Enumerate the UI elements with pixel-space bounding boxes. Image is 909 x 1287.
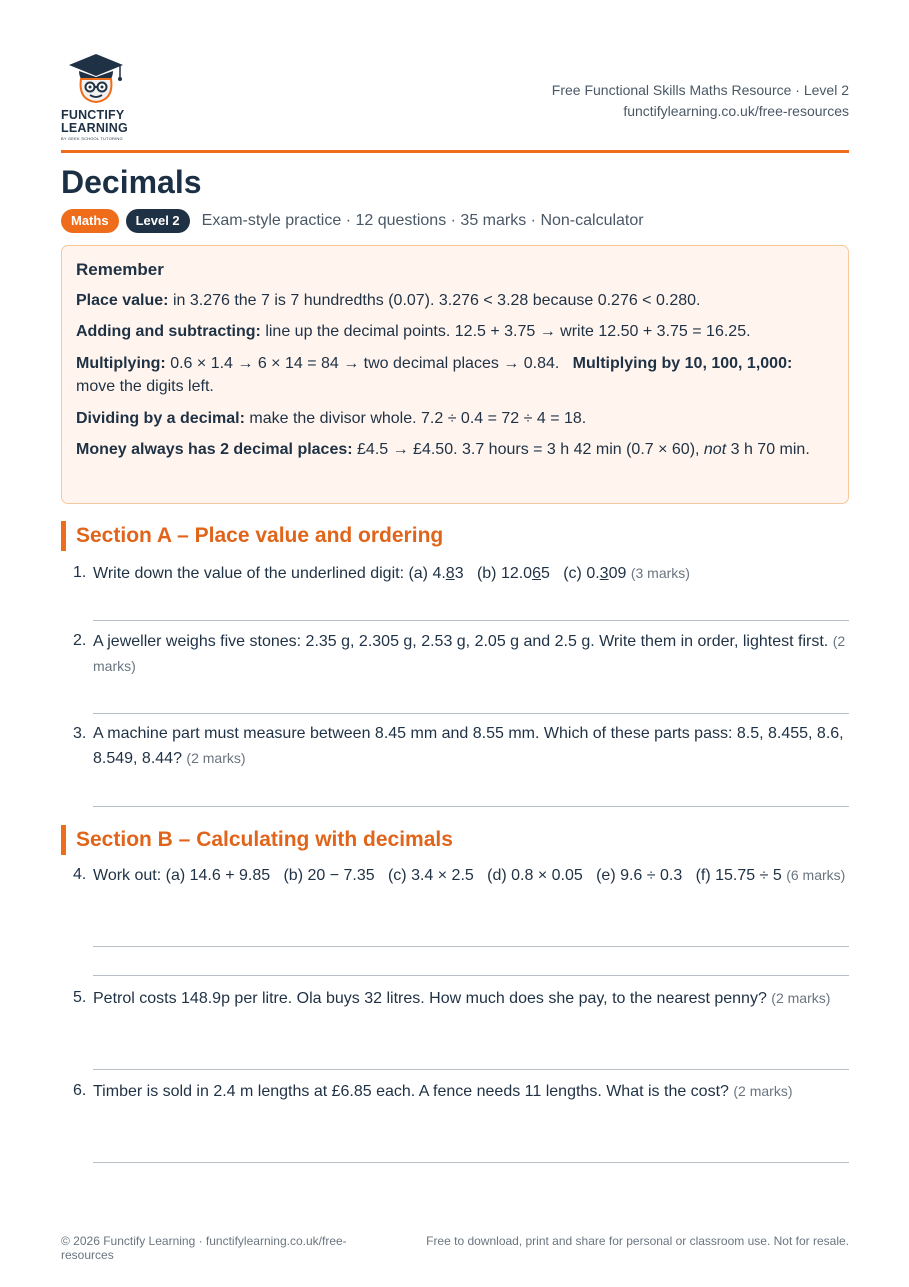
question-2 — [61, 629, 849, 679]
answer-line[interactable] — [93, 713, 849, 714]
marks-label: (2 marks) — [771, 990, 831, 1006]
question-number: 2. — [73, 632, 87, 649]
meta-text: Exam-style practice · 12 questions · 35 marks · Non-calculator — [201, 212, 644, 229]
marks-label: (2 marks) — [733, 1083, 793, 1099]
question-number: 6. — [73, 1082, 87, 1099]
tip-label: Multiplying by 10, 100, 1,000: — [572, 354, 793, 372]
footer-license: Free to download, print and share for personal or classroom use. Not for resale. — [426, 1234, 849, 1248]
tip-text: in 3.276 the 7 is 7 hundredths (0.07). 3.276 < 3.28 because 0.276 < 0.280. — [168, 291, 701, 309]
underlined-digit: 3 — [599, 565, 609, 582]
question-5 — [61, 986, 849, 1011]
marks-label: (2 marks) — [186, 750, 246, 766]
answer-line[interactable] — [93, 620, 849, 621]
functify-logo — [61, 52, 131, 141]
question-number: 5. — [73, 989, 87, 1006]
answer-line[interactable] — [93, 806, 849, 807]
question-text — [93, 1079, 849, 1104]
adding-tip — [76, 320, 834, 344]
question-text-part: A machine part must measure between 8.45 mm and 8.55 mm. Which of these parts pass: 8.5, 8.455, 8.6, 8.549, 8.44? — [93, 725, 844, 767]
answer-line[interactable] — [93, 975, 849, 976]
footer-copyright: © 2026 Functify Learning · functifylearning.co.uk/free-resources — [61, 1234, 347, 1262]
question-4 — [61, 863, 849, 888]
marks-label: (6 marks) — [786, 867, 846, 883]
section-a-title: Section A – Place value and ordering — [61, 521, 443, 551]
question-text-part: 3 (b) 12.0 — [454, 565, 533, 582]
level-badge: Level 2 — [126, 209, 190, 233]
tip-text: line up the decimal points. 12.5 + 3.75 → write 12.50 + 3.75 = 16.25. — [260, 323, 751, 340]
question-text-part: A jeweller weighs five stones: 2.35 g, 2.305 g, 2.53 g, 2.05 g and 2.5 g. Write them in order, lightest first. — [93, 633, 833, 650]
tip-label: Place value: — [76, 291, 169, 309]
question-text-part: Work out: (a) 14.6 + 9.85 (b) 20 − 7.35 (c) 3.4 × 2.5 (d) 0.8 × 0.05 (e) 9.6 ÷ 0.3 (f) 15.75 ÷ 5 — [93, 867, 787, 884]
place-value-tip — [76, 289, 834, 313]
question-text-part: 09 — [608, 565, 631, 582]
multiplying-tip — [76, 352, 834, 399]
question-text-part: Write down the value of the underlined digit: (a) 4. — [93, 565, 446, 582]
resource-url: functifylearning.co.uk/free-resources — [623, 103, 849, 119]
tip-text: make the divisor whole. 7.2 ÷ 0.4 = 72 ÷ 4 = 18. — [244, 409, 587, 427]
section-b-title: Section B – Calculating with decimals — [61, 825, 453, 855]
question-text-part: Petrol costs 148.9p per litre. Ola buys 32 litres. How much does she pay, to the nearest penny? — [93, 990, 772, 1007]
money-tip — [76, 438, 834, 462]
page-header — [61, 0, 849, 153]
tip-label: Money always has 2 decimal places: — [76, 441, 353, 458]
dividing-tip — [76, 407, 834, 431]
question-text — [93, 986, 849, 1011]
marks-label: (3 marks) — [630, 565, 690, 581]
tip-text: move the digits left. — [76, 378, 214, 395]
header-info — [552, 80, 849, 122]
answer-line[interactable] — [93, 1162, 849, 1163]
question-number: 1. — [73, 564, 87, 581]
question-text-part: Timber is sold in 2.4 m lengths at £6.85 each. A fence needs 11 lengths. What is the cost? — [93, 1083, 734, 1100]
question-text — [93, 863, 849, 888]
logo-wordmark-line2: LEARNING — [61, 121, 128, 135]
underlined-digit: 8 — [445, 565, 455, 582]
tip-text: 0.6 × 1.4 → 6 × 14 = 84 → two decimal places → 0.84. — [165, 354, 573, 372]
answer-line[interactable] — [93, 1069, 849, 1070]
question-text — [93, 629, 849, 679]
question-1 — [61, 561, 849, 586]
question-number: 3. — [73, 725, 87, 742]
remember-box — [61, 245, 849, 504]
tip-label: Dividing by a decimal: — [76, 409, 245, 427]
question-3 — [61, 722, 849, 771]
header-divider — [61, 150, 849, 153]
question-text — [93, 722, 849, 771]
question-number: 4. — [73, 866, 87, 883]
marks-label: (2 marks) — [93, 633, 846, 674]
underlined-digit: 6 — [532, 565, 541, 582]
tip-label: Adding and subtracting: — [76, 323, 261, 340]
resource-line: Free Functional Skills Maths Resource · Level 2 — [551, 82, 849, 98]
page-title: Decimals — [61, 164, 202, 200]
logo-tagline: BY GEEK SCHOOL TUTORING — [61, 136, 123, 141]
tip-emphasis: not — [703, 441, 727, 458]
tip-label: Multiplying: — [76, 354, 166, 372]
tip-text: 3 h 70 min. — [726, 441, 810, 458]
graduate-mascot-icon — [61, 52, 131, 104]
worksheet-page — [61, 0, 849, 1262]
question-text — [93, 561, 849, 586]
answer-line[interactable] — [93, 946, 849, 947]
question-6 — [61, 1079, 849, 1104]
worksheet-meta — [61, 209, 644, 233]
tip-text: £4.5 → £4.50. 3.7 hours = 3 h 42 min (0.7 × 60), — [352, 441, 704, 458]
subject-badge: Maths — [61, 209, 119, 233]
question-text-part: 5 (c) 0. — [540, 565, 600, 582]
remember-title: Remember — [76, 260, 164, 279]
logo-wordmark-line1: FUNCTIFY — [61, 108, 125, 122]
